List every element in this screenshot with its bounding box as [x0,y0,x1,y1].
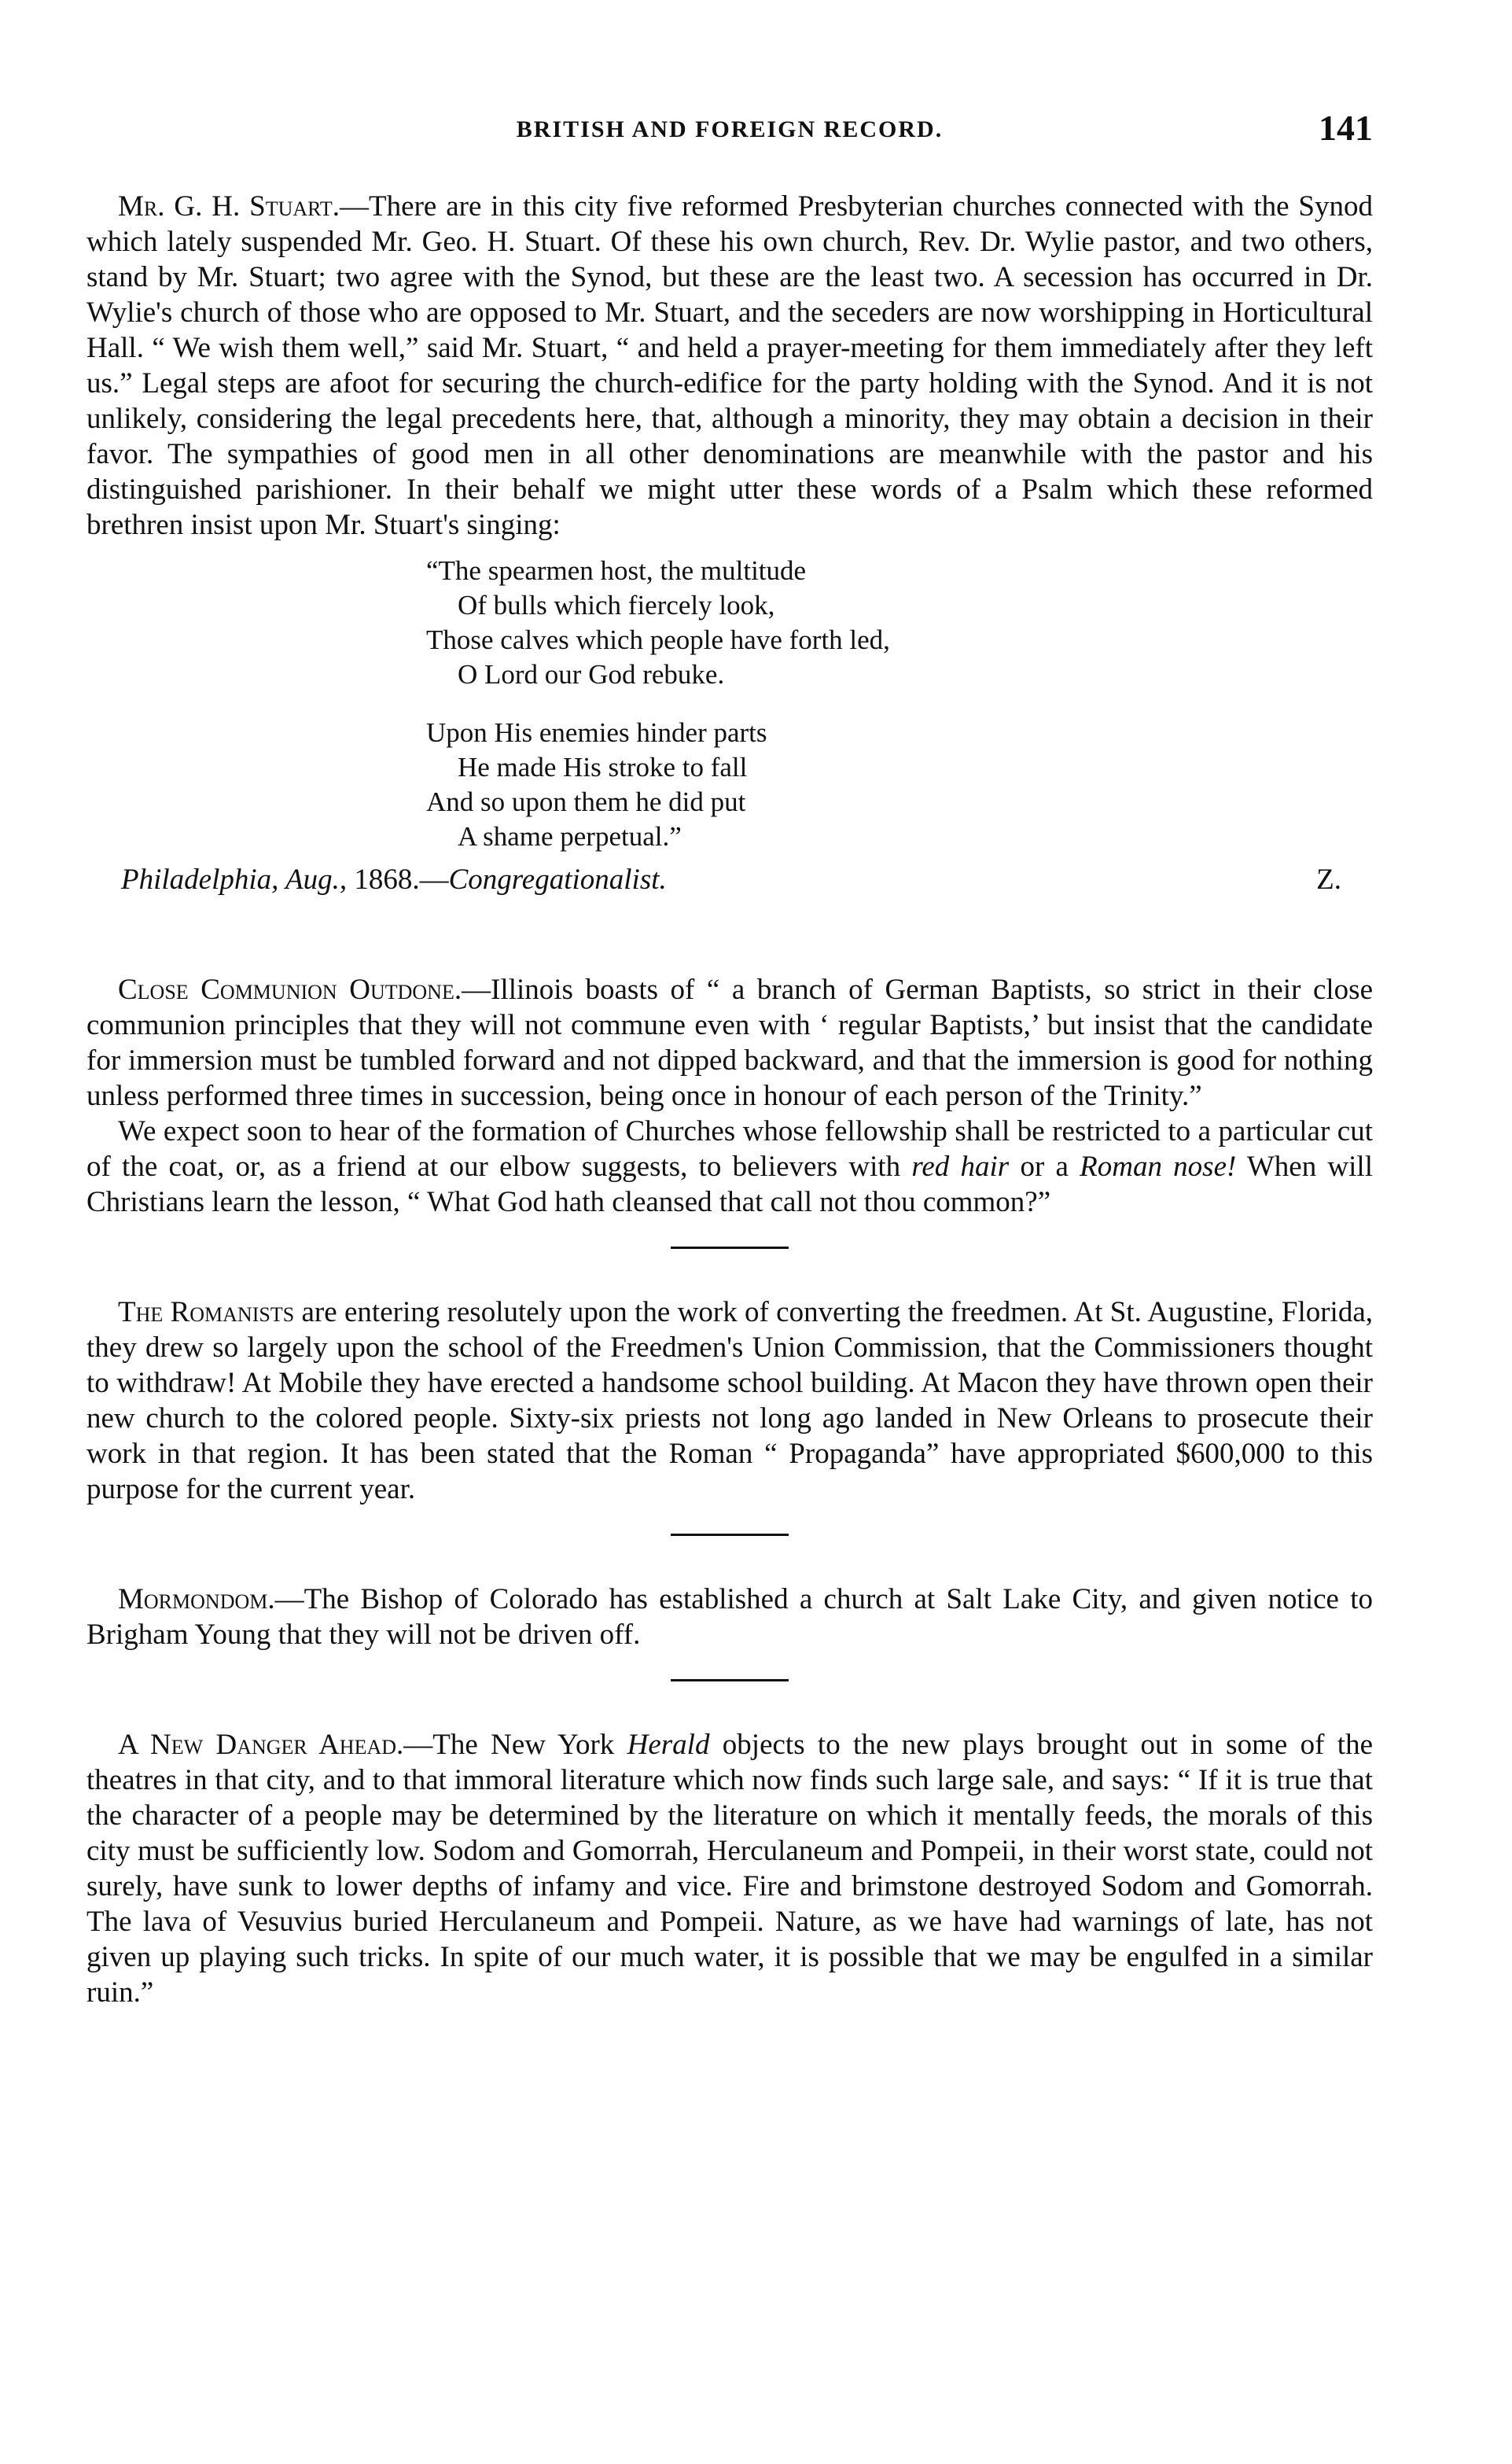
signoff [86,862,1373,909]
italic-phrase: Roman nose! [1080,1151,1237,1183]
article-stuart [86,189,1373,909]
article-heading: Close Communion Outdone. [118,974,462,1006]
italic-phrase: red hair [911,1151,1010,1183]
section-divider [671,1534,789,1536]
article-text: When will Christians learn the lesson, “ What God hath cleansed that call not thou common?” [86,1151,1373,1218]
article-text: —There are in this city five reformed Presbyterian churches connected with the Synod which lately suspended Mr. Geo. H. Stuart. Of these his own church, Rev. Dr. Wylie pastor, and two others, stand by Mr. Stuart; two agree with the Synod, but these are the least two. A secession has occurred in Dr. Wylie's church of those who are opposed to Mr. Stuart, and the seceders are now worshipping in Horticultural Hall. “ We wish them well,” said Mr. Stuart, “ and held a prayer-meeting for them immediately after they left us.” Legal steps are afoot for securing the church-edifice for the party holding with the Synod. And it is not unlikely, considering the legal precedents here, that, although a minority, they may obtain a decision in their favor. The sympathies of good men in all other denominations are meanwhile with the pastor and his distinguished parishioner. In their behalf we might utter these words of a Psalm which these reformed brethren insist upon Mr. Stuart's singing: [86,190,1373,541]
verse-line: O Lord our God rebuke. [458,659,725,690]
article-romanists [86,1295,1373,1507]
signoff-place-text: Philadelphia, Aug., [121,864,348,896]
verse-line: Upon His enemies hinder parts [426,717,767,748]
signoff-year: 1868.— [347,864,449,896]
section-divider [671,1247,789,1249]
document-page [86,102,1373,2010]
article-mormondom [86,1582,1373,1652]
verse-line: He made His stroke to fall [458,752,748,783]
article-new-danger [86,1727,1373,2010]
italic-phrase: Herald [627,1729,710,1761]
article-text: We expect soon to hear of the formation of Churches whose fellowship shall be restricted to a particular cut of the coat, or, as a friend at our elbow suggests, to believers with [86,1115,1373,1183]
section-divider [671,1679,789,1681]
article-paragraph [86,972,1373,1114]
running-title: BRITISH AND FOREIGN RECORD. [516,116,944,142]
article-close-communion [86,972,1373,1220]
signoff-source: Congregationalist. [448,864,667,896]
running-head [86,102,1373,149]
article-text: —Illinois boasts of “ a branch of German Baptists, so strict in their close communion principles that they will not commune even with ‘ regular Baptists,’ but insist that the candidate for immersion must be tumbled forward and not dipped backward, and that the immersion is good for nothing unless performed three times in succession, being once in honour of each person of the Trinity.” [86,974,1373,1112]
article-text: objects to the new plays brought out in some of the theatres in that city, and to that immoral literature which now finds such large sale, and says: “ If it is true that the character of a people may be determined by the literature on which it mentally feeds, the morals of this city must be sufficiently low. Sodom and Gomorrah, Herculaneum and Pompeii, in their worst state, could not surely, have sunk to lower depths of infamy and vice. Fire and brimstone destroyed Sodom and Gomorrah. The lava of Vesuvius buried Herculaneum and Pompeii. Nature, as we have had warnings of late, has not given up playing such tricks. In spite of our much water, it is possible that we may be engulfed in a similar ruin.” [86,1729,1373,2009]
article-text: or a [1009,1151,1080,1183]
verse-line: Those calves which people have forth led, [426,624,890,655]
verse-line: And so upon them he did put [426,786,746,817]
article-heading: The Romanists [118,1296,295,1328]
article-heading: Mormondom. [118,1583,275,1615]
page-number: 141 [1319,108,1373,148]
verse-line: Of bulls which fiercely look, [458,590,775,621]
signoff-signature: Z. [1316,864,1341,896]
article-paragraph [86,1582,1373,1652]
article-text: —The New York [403,1729,627,1761]
verse-line: A shame perpetual.” [458,821,682,852]
article-paragraph [86,1114,1373,1220]
verse-line: “The spearmen host, the multitude [426,555,807,586]
signoff-place [121,862,667,897]
psalm-verse [426,554,1373,854]
article-heading: Mr. G. H. Stuart. [118,190,340,223]
article-text: are entering resolutely upon the work of converting the freedmen. At St. Augustine, Florida, they drew so largely upon the school of the Freedmen's Union Commission, that the Commissioners thought to withdraw! At Mobile they have erected a handsome school building. At Macon they have thrown open their new church to the colored people. Sixty-six priests not long ago landed in New Orleans to prosecute their work in that region. It has been stated that the Roman “ Propaganda” have appropriated $600,000 to this purpose for the current year. [86,1296,1374,1505]
article-text: —The Bishop of Colorado has established a church at Salt Lake City, and given notice to Brigham Young that they will not be driven off. [86,1583,1373,1651]
article-paragraph [86,189,1373,543]
article-paragraph [86,1295,1373,1507]
article-paragraph [86,1727,1373,2010]
article-heading: A New Danger Ahead. [118,1729,404,1761]
